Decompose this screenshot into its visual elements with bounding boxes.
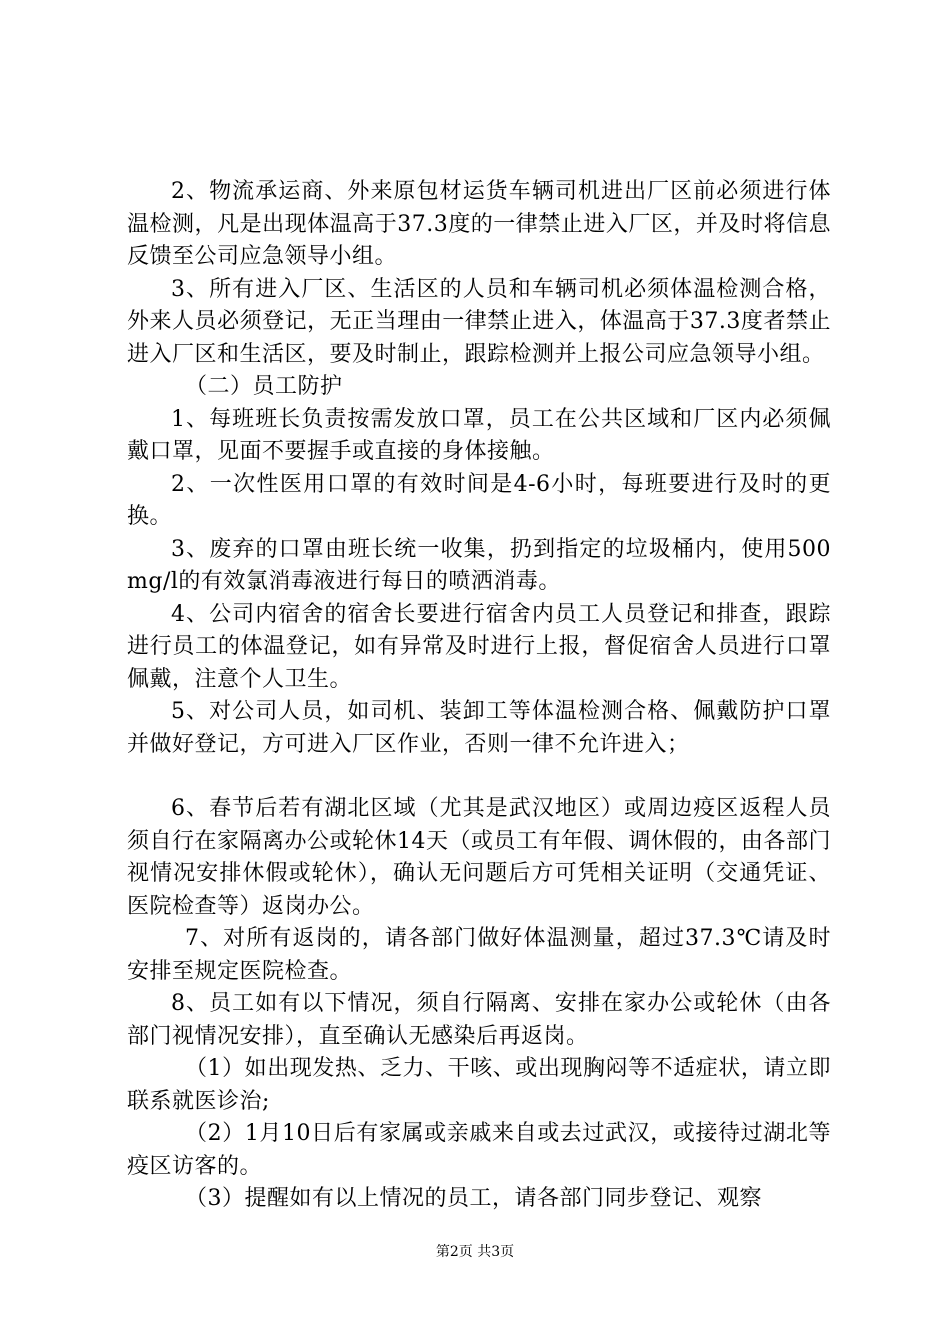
page-number-footer: 第2页 共3页 bbox=[435, 1244, 515, 1260]
paragraph-gap bbox=[127, 761, 831, 793]
paragraph-mask-disposal: 3、废弃的口罩由班长统一收集，扔到指定的垃圾桶内，使用500mg/l的有效氯消毒液进行每日的喷洒消毒。 bbox=[127, 536, 831, 594]
section-heading-employee-protection: （二）员工防护 bbox=[185, 374, 343, 399]
paragraph-logistics-temperature-check: 2、物流承运商、外来原包材运货车辆司机进出厂区前必须进行体温检测，凡是出现体温高于37.3度的一律禁止进入厂区，并及时将信息反馈至公司应急领导小组。 bbox=[127, 179, 831, 269]
paragraph-mask-distribution: 1、每班班长负责按需发放口罩，员工在公共区域和厂区内必须佩戴口罩，见面不要握手或直接的身体接触。 bbox=[127, 406, 831, 464]
paragraph-returning-staff-isolation: 6、春节后若有湖北区域（尤其是武汉地区）或周边疫区返程人员须自行在家隔离办公或轮休14天（或员工有年假、调休假的，由各部门视情况安排休假或轮休），确认无问题后方可凭相关证明（交通凭证、医院检查等）返岗办公。 bbox=[127, 796, 831, 919]
paragraph-temperature-measurement: 7、对所有返岗的，请各部门做好体温测量，超过37.3℃请及时安排至规定医院检查。 bbox=[127, 926, 831, 984]
paragraph-entry-temperature-check: 3、所有进入厂区、生活区的人员和车辆司机必须体温检测合格，外来人员必须登记，无正当理由一律禁止进入，体温高于37.3度者禁止进入厂区和生活区，要及时制止，跟踪检测并上报公司应急领导小组。 bbox=[127, 276, 831, 367]
list-item-symptoms: （1）如出现发热、乏力、干咳、或出现胸闷等不适症状，请立即联系就医诊治; bbox=[127, 1056, 831, 1114]
list-item-reminder: （3）提醒如有以上情况的员工，请各部门同步登记、观察 bbox=[185, 1186, 762, 1211]
paragraph-isolation-conditions: 8、员工如有以下情况，须自行隔离、安排在家办公或轮休（由各部门视情况安排），直至确认无感染后再返岗。 bbox=[127, 991, 831, 1049]
list-item-contact-history: （2）1月10日后有家属或亲戚来自或去过武汉，或接待过湖北等疫区访客的。 bbox=[127, 1121, 831, 1179]
paragraph-mask-replacement: 2、一次性医用口罩的有效时间是4-6小时，每班要进行及时的更换。 bbox=[127, 471, 831, 529]
paragraph-staff-entry-rules: 5、对公司人员，如司机、装卸工等体温检测合格、佩戴防护口罩并做好登记，方可进入厂区作业，否则一律不允许进入； bbox=[127, 699, 831, 757]
paragraph-dormitory-registration: 4、公司内宿舍的宿舍长要进行宿舍内员工人员登记和排查，跟踪进行员工的体温登记，如有异常及时进行上报，督促宿舍人员进行口罩佩戴，注意个人卫生。 bbox=[127, 601, 831, 692]
document-body bbox=[127, 176, 831, 1216]
